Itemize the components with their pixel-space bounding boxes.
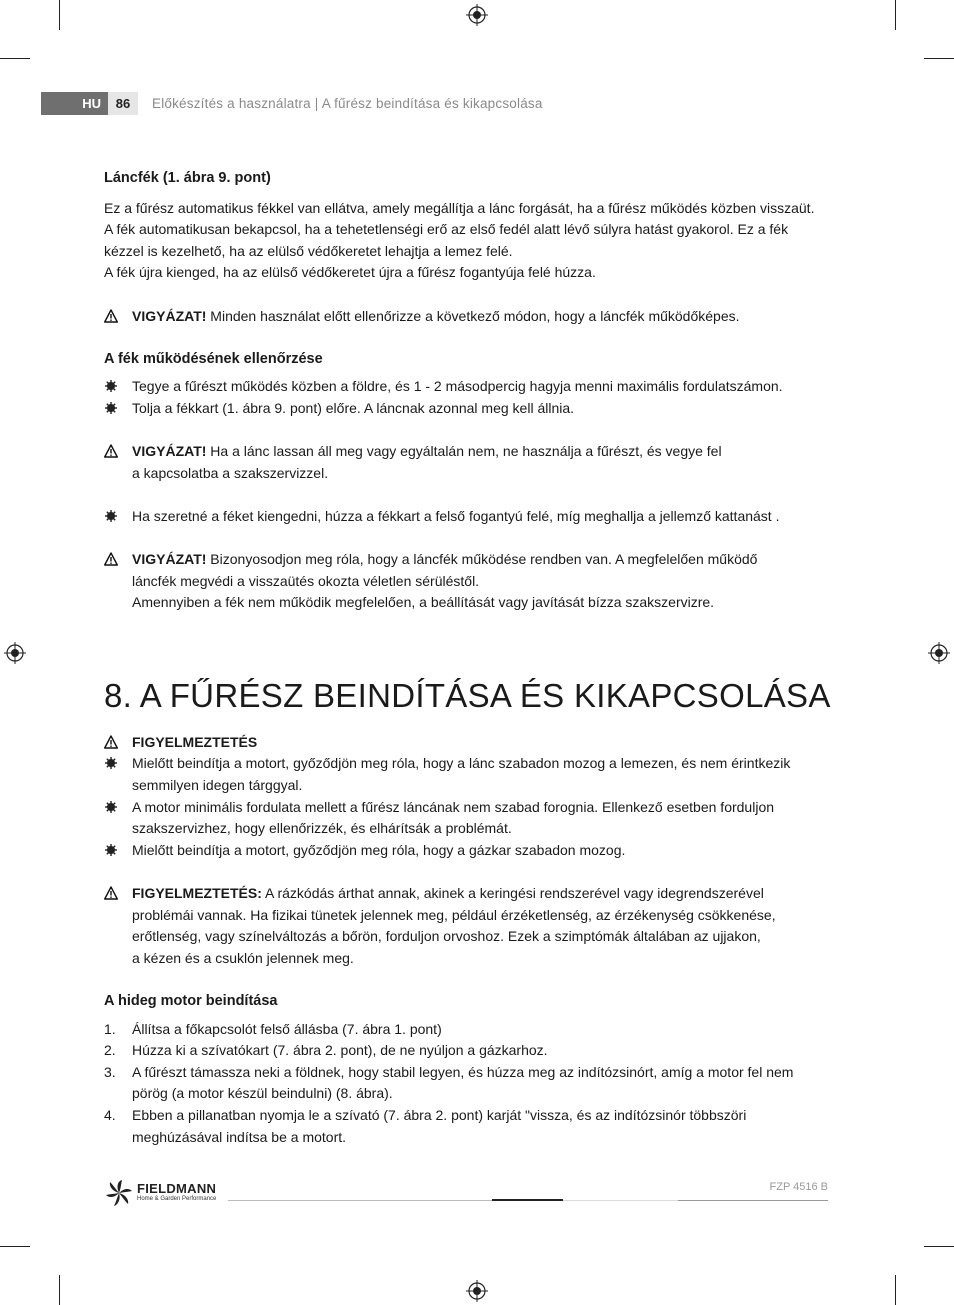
crop-mark — [59, 0, 60, 30]
crop-mark — [0, 1246, 30, 1247]
warning-text: Minden használat előtt ellenőrizze a következő módon, hogy a láncfék működőképes. — [206, 307, 740, 324]
list-item: A motor minimális fordulata mellett a fűrész láncának nem szabad forognia. Ellenkező esetben forduljon szakszervizhez, hogy ellenőrizzék, és elhárítsák a problémát. — [104, 797, 834, 840]
bullet-icon — [104, 800, 118, 814]
warning-triangle-icon — [104, 309, 118, 323]
crop-mark — [895, 0, 896, 30]
cold-start-heading: A hideg motor beindítása — [104, 993, 278, 1009]
bullet-icon — [104, 401, 118, 415]
warning-label: VIGYÁZAT! — [132, 551, 207, 568]
warning-label: VIGYÁZAT! — [132, 443, 207, 460]
warning-label: FIGYELMEZTETÉS: — [132, 885, 262, 902]
bullet-icon — [104, 843, 118, 857]
brake-check-heading: A fék működésének ellenőrzése — [104, 350, 323, 367]
warning-block: VIGYÁZAT! Bizonyosodjon meg róla, hogy a láncfék működése rendben van. A megfelelően működő láncfék megvédi a visszaütés okozta véletlen sérüléstől. Amennyiben a fék nem működik megfelelően, a beállítását vagy javítását bízza szakszervizre. — [104, 549, 834, 614]
page-content — [104, 168, 834, 1148]
paragraph: Ez a fűrész automatikus fékkel van ellátva, amely megállítja a lánc forgását, ha a fűrész működés közben visszaüt. — [104, 199, 815, 216]
bullet-icon — [104, 379, 118, 393]
footer-divider — [678, 1200, 828, 1201]
warning-heading: FIGYELMEZTETÉS — [104, 732, 834, 754]
list-item: Tolja a fékkart (1. ábra 9. pont) előre. A láncnak azonnal meg kell állnia. — [104, 398, 834, 420]
list-item: Tegye a fűrészt működés közben a földre, és 1 - 2 másodpercig hagyja menni maximális fordulatszámon. — [104, 376, 834, 398]
warning-triangle-icon — [104, 552, 118, 566]
crop-mark — [895, 1275, 896, 1305]
crop-mark — [0, 58, 30, 59]
registration-mark-icon — [928, 642, 950, 664]
model-code: FZP 4516 B — [769, 1181, 828, 1193]
footer-divider — [563, 1200, 678, 1201]
section-title: 8. A FŰRÉSZ BEINDÍTÁSA ÉS KIKAPCSOLÁSA — [104, 676, 831, 714]
warning-block — [104, 306, 834, 328]
language-code: HU — [82, 96, 101, 111]
warning-block: VIGYÁZAT! Ha a lánc lassan áll meg vagy egyáltalán nem, ne használja a fűrészt, és vegye fel a kapcsolatba a szakszervizzel. — [104, 441, 834, 484]
paragraph: kézzel is kezelhető, ha az elülső védőkeretet lehajtja a lemez felé. — [104, 242, 513, 259]
crop-mark — [59, 1275, 60, 1305]
footer-divider — [228, 1200, 492, 1201]
bullet-icon — [104, 756, 118, 770]
warning-triangle-icon — [104, 735, 118, 749]
warning-block: FIGYELMEZTETÉS: A rázkódás árthat annak, akinek a keringési rendszerével vagy idegrendszerével problémái vannak. Ha fizikai tünetek jelennek meg, például érzéketlenség, az érzékenység csökkenése, erőtlenség, vagy színelváltozás a bőrön, forduljon orvoshoz. Ezek a szimptómák általában az ujjakon, a kézen és a csuklón jelennek meg. — [104, 883, 834, 969]
registration-mark-icon — [4, 642, 26, 664]
list-item: Mielőtt beindítja a motort, győződjön meg róla, hogy a gázkar szabadon mozog. — [104, 840, 834, 862]
warning-triangle-icon — [104, 444, 118, 458]
list-item: Mielőtt beindítja a motort, győződjön meg róla, hogy a lánc szabadon mozog a lemezen, és nem érintkezik semmilyen idegen tárggyal. — [104, 753, 834, 796]
chain-brake-heading: Láncfék (1. ábra 9. pont) — [104, 170, 271, 186]
fieldmann-logo — [104, 1178, 244, 1208]
paragraph: A fék újra kienged, ha az elülső védőkeretet újra a fűrész fogantyúja felé húzza. — [104, 264, 596, 281]
registration-mark-icon — [466, 4, 488, 26]
registration-mark-icon — [466, 1280, 488, 1302]
footer-divider — [492, 1199, 563, 1201]
page-number: 86 — [108, 92, 138, 115]
crop-mark — [924, 1246, 954, 1247]
list-item: 3. A fűrészt támassza neki a földnek, hogy stabil legyen, és húzza meg az indítózsinórt, amíg a motor fel nem pörög (a motor készül beindulni) (8. ábra). — [104, 1063, 794, 1102]
brand-tagline: Home & Garden Performance — [137, 1196, 217, 1202]
bullet-icon — [104, 509, 118, 523]
crop-mark — [924, 58, 954, 59]
list-item: Ha szeretné a féket kiengedni, húzza a fékkart a felső fogantyú felé, míg meghallja a jellemző kattanást . — [104, 506, 834, 528]
running-header: Előkészítés a használatra | A fűrész beindítása és kikapcsolása — [152, 96, 543, 111]
list-item: 4. Ebben a pillanatban nyomja le a szívató (7. ábra 2. pont) karját "vissza, és az indítózsinór többszöri meghúzásával indítsa be a motort. — [104, 1106, 747, 1145]
list-item: 1. Állítsa a főkapcsolót felső állásba (7. ábra 1. pont) — [104, 1020, 442, 1037]
brand-name: FIELDMANN — [137, 1181, 217, 1196]
list-item: 2. Húzza ki a szívatókart (7. ábra 2. pont), de ne nyúljon a gázkarhoz. — [104, 1042, 548, 1059]
warning-triangle-icon — [104, 886, 118, 900]
paragraph: A fék automatikusan bekapcsol, ha a tehetetlenségi erő az első fedél alatt lévő súlyra hatást gyakorol. Ez a fék — [104, 221, 789, 238]
warning-label: VIGYÁZAT! — [132, 307, 207, 324]
fan-logo-icon — [104, 1178, 134, 1208]
